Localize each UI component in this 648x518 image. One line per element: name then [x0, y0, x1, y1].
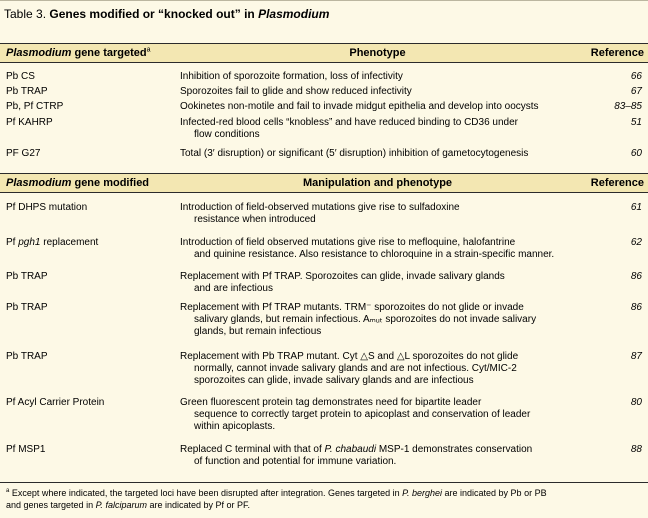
phenotype-cell: [180, 86, 595, 98]
section1-col-reference: Reference: [590, 47, 644, 59]
reference-cell: 87: [630, 351, 642, 362]
reference-cell: 62: [630, 237, 642, 248]
phenotype-line: [180, 444, 595, 456]
phenotype-line: and are infectious: [194, 283, 273, 294]
reference-cell: 86: [630, 271, 642, 282]
gene-cell: Pf MSP1: [6, 444, 46, 455]
phenotype-cell: [180, 397, 595, 433]
phenotype-cell: [180, 202, 595, 226]
footnote-text: Except where indicated, the targeted loci have been disrupted after integration. Genes targeted in: [11, 488, 400, 498]
section2-col-gene-label: gene modified: [74, 177, 150, 189]
phenotype-cell: [180, 237, 595, 261]
phenotype-line: flow conditions: [194, 129, 260, 140]
species-name: P. falciparum: [95, 500, 147, 510]
reference-cell: 51: [630, 117, 642, 128]
phenotype-cell: [180, 148, 595, 160]
gene-cell: Pb CS: [6, 71, 35, 82]
reference-cell: 86: [630, 302, 642, 313]
phenotype-line: Total (3′ disruption) or significant (5′ disruption) inhibition of gametocytogenesis: [180, 148, 529, 159]
section2-col-gene: [6, 177, 149, 189]
reference-cell: 61: [630, 202, 642, 213]
table-caption: [4, 7, 329, 21]
footnote-marker: a: [6, 488, 10, 494]
gene-cell: Pb, Pf CTRP: [6, 101, 64, 112]
gene-italic: pgh1: [18, 237, 41, 248]
footnote-text: are indicated by Pb or PB: [444, 488, 547, 498]
section2-col-reference: Reference: [590, 177, 644, 189]
phenotype-cell: [180, 444, 595, 468]
phenotype-cell: [180, 351, 595, 387]
phenotype-line: sequence to correctly target protein to apicoplast and conservation of leader: [194, 409, 531, 420]
phenotype-cell: [180, 71, 595, 83]
phenotype-line: resistance when introduced: [194, 214, 316, 225]
gene-cell: PF G27: [6, 148, 41, 159]
footnote-line: [6, 499, 642, 511]
footnote-divider: [0, 482, 648, 483]
phenotype-line: Green fluorescent protein tag demonstrates need for bipartite leader: [180, 397, 482, 408]
phenotype-line: Infected-red blood cells “knobless” and have reduced binding to CD36 under: [180, 117, 518, 128]
reference-cell: 88: [630, 444, 642, 455]
phenotype-cell: [180, 117, 595, 141]
phenotype-line: within apicoplasts.: [194, 421, 276, 432]
species-name: P. berghei: [402, 488, 442, 498]
section2-header: [0, 173, 648, 193]
gene-suffix: replacement: [43, 237, 99, 248]
table-title: Genes modified or “knocked out” in: [49, 7, 255, 21]
section1-col-phenotype: Phenotype: [349, 47, 406, 59]
phenotype-line: sporozoites can glide, invade salivary glands and are infectious: [194, 375, 474, 386]
phenotype-cell: [180, 302, 595, 338]
phenotype-text: MSP-1 demonstrates conservation: [378, 444, 533, 455]
table-title-organism: Plasmodium: [258, 7, 330, 21]
phenotype-cell: [180, 271, 595, 295]
gene-cell: Pb TRAP: [6, 351, 48, 362]
phenotype-line: Replacement with Pb TRAP mutant. Cyt △S and △L sporozoites do not glide: [180, 351, 519, 362]
phenotype-text: Replaced C terminal with that of: [180, 444, 322, 455]
reference-cell: 67: [630, 86, 642, 97]
reference-cell: 66: [630, 71, 642, 82]
gene-cell: Pb TRAP: [6, 271, 48, 282]
phenotype-line: salivary glands, but remain infectious. Aₘᵤₜ sporozoites do not invade salivary: [194, 314, 537, 325]
phenotype-line: Replacement with Pf TRAP mutants. TRM⁻ sporozoites do not glide or invade: [180, 302, 524, 313]
section1-col-gene-label: gene targeted: [74, 47, 147, 59]
phenotype-line: Introduction of field observed mutations give rise to mefloquine, halofantrine: [180, 237, 516, 248]
gene-cell: Pb TRAP: [6, 302, 48, 313]
section2-col-gene-genus: Plasmodium: [6, 177, 72, 189]
phenotype-line: Inhibition of sporozoite formation, loss of infectivity: [180, 71, 403, 82]
table-label: Table 3.: [4, 7, 47, 21]
gene-cell: Pf Acyl Carrier Protein: [6, 397, 105, 408]
gene-cell: Pf KAHRP: [6, 117, 53, 128]
phenotype-line: normally, cannot invade salivary glands and are not infectious. Cyt/MIC-2: [194, 363, 517, 374]
section1-col-gene-genus: Plasmodium: [6, 47, 72, 59]
phenotype-line: Replacement with Pf TRAP. Sporozoites can glide, invade salivary glands: [180, 271, 505, 282]
footnote-marker: a: [146, 46, 151, 54]
section1-header: [0, 43, 648, 63]
footnote-text: and genes targeted in: [6, 500, 94, 510]
footnote-text: are indicated by Pf or PF.: [149, 500, 251, 510]
species-name: P. chabaudi: [324, 444, 377, 455]
phenotype-line: and quinine resistance. Also resistance to chloroquine in a strain-specific manner.: [194, 249, 555, 260]
reference-cell: 83–85: [614, 101, 642, 112]
gene-cell: Pb TRAP: [6, 86, 48, 97]
reference-cell: 80: [630, 397, 642, 408]
footnote-line: [6, 487, 642, 499]
section2-col-phenotype: Manipulation and phenotype: [302, 177, 453, 189]
reference-cell: 60: [630, 148, 642, 159]
phenotype-line: glands, but remain infectious: [194, 326, 322, 337]
phenotype-line: Ookinetes non-motile and fail to invade midgut epithelia and develop into oocysts: [180, 101, 539, 112]
phenotype-line: Sporozoites fail to glide and show reduced infectivity: [180, 86, 412, 97]
section1-col-gene: [6, 47, 151, 59]
phenotype-line: Introduction of field-observed mutations give rise to sulfadoxine: [180, 202, 460, 213]
table-footnote: [6, 487, 642, 511]
gene-prefix: Pf: [6, 237, 16, 248]
gene-cell: Pf DHPS mutation: [6, 202, 88, 213]
phenotype-cell: [180, 101, 595, 113]
gene-cell: [6, 237, 98, 249]
phenotype-line: of function and potential for immune variation.: [194, 456, 397, 467]
